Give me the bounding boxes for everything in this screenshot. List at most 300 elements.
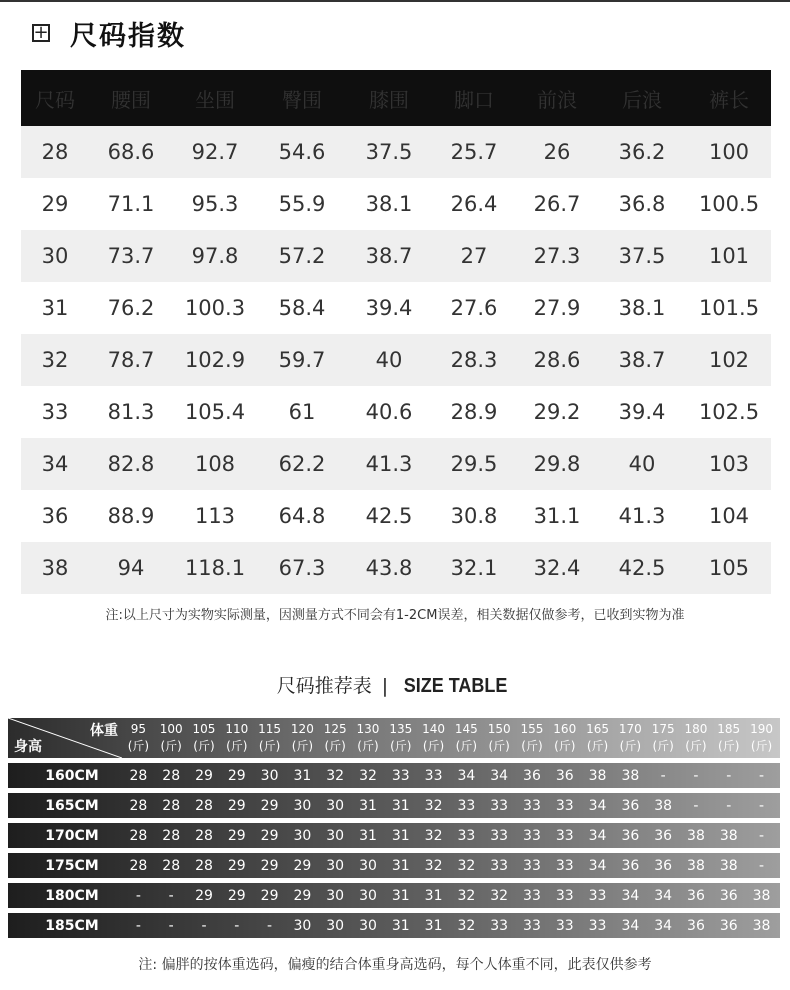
recommend-size-cell: 38 <box>588 767 607 784</box>
table-cell: 27.9 <box>533 296 581 320</box>
weight-unit: (斤) <box>422 739 445 753</box>
recommend-size-cell: 36 <box>654 827 673 844</box>
recommend-size-cell: 30 <box>359 857 377 874</box>
recommend-size-cell: 30 <box>326 827 345 844</box>
recommend-size-cell: 34 <box>588 797 607 814</box>
recommend-size-cell: 32 <box>359 767 377 784</box>
recommend-size-cell: 29 <box>227 827 246 844</box>
table-row <box>21 334 771 386</box>
table-cell: 40 <box>628 452 656 476</box>
table-cell: 32.1 <box>450 556 498 580</box>
recommend-size-cell: - <box>135 917 141 934</box>
recommend-size-cell: 33 <box>424 767 443 784</box>
recommend-row <box>8 793 780 818</box>
recommend-size-cell: - <box>135 887 141 904</box>
weight-column-header <box>220 718 253 758</box>
table-cell: 31 <box>41 296 69 320</box>
table-cell: 30 <box>41 244 69 268</box>
table-cell: 108 <box>194 452 236 476</box>
recommend-size-cell: 31 <box>391 887 410 904</box>
recommend-size-cell: 30 <box>359 887 377 904</box>
weight-value: 95 <box>130 722 147 736</box>
recommend-size-cell: - <box>759 827 765 844</box>
weight-unit: (斤) <box>521 739 543 753</box>
table-cell: 38.7 <box>365 244 413 268</box>
recommend-size-cell: 32 <box>424 797 443 814</box>
recommend-size-cell: 34 <box>490 767 509 784</box>
table-cell: 62.2 <box>278 452 326 476</box>
table-cell: 34 <box>41 452 69 476</box>
recommend-size-cell: 29 <box>260 797 279 814</box>
weight-column-header <box>188 718 221 758</box>
recommend-size-cell: 33 <box>588 887 607 904</box>
table-cell: 61 <box>288 400 316 424</box>
recommend-size-cell: 28 <box>162 827 181 844</box>
height-label: 185CM <box>45 917 99 934</box>
recommend-size-cell: 30 <box>326 887 345 904</box>
table-cell: 78.7 <box>107 348 155 372</box>
recommend-size-cell: 36 <box>719 887 738 904</box>
recommend-size-cell: 29 <box>260 857 279 874</box>
recommend-size-cell: 30 <box>326 797 345 814</box>
column-header: 后浪 <box>622 87 662 112</box>
weight-value: 155 <box>520 722 544 736</box>
table-cell: 39.4 <box>618 400 666 424</box>
table-cell: 25.7 <box>450 140 498 164</box>
recommend-size-cell: 29 <box>227 857 246 874</box>
corner-height-label: 身高 <box>14 739 42 755</box>
table-cell: 88.9 <box>107 504 155 528</box>
recommend-title-en: SIZE TABLE <box>403 675 508 697</box>
recommend-size-cell: - <box>726 767 732 784</box>
recommend-size-cell: 30 <box>359 917 377 934</box>
table-cell: 28 <box>41 140 69 164</box>
table-cell: 71.1 <box>107 192 155 216</box>
recommend-size-cell: 32 <box>424 857 443 874</box>
column-header: 裤长 <box>709 87 749 112</box>
recommend-size-cell: 34 <box>654 887 673 904</box>
recommend-row <box>8 853 780 878</box>
table-cell: 102.9 <box>184 348 246 372</box>
recommend-size-cell: 33 <box>555 857 574 874</box>
recommend-size-cell: 31 <box>391 917 410 934</box>
table-cell: 30.8 <box>450 504 498 528</box>
recommend-size-cell: 30 <box>293 827 312 844</box>
recommend-size-cell: 33 <box>588 917 607 934</box>
weight-column-header <box>450 718 483 758</box>
recommend-size-cell: 38 <box>752 887 771 904</box>
recommend-size-cell: 29 <box>195 767 213 784</box>
title-separator: | <box>381 675 389 697</box>
recommend-size-cell: 28 <box>129 797 148 814</box>
recommend-size-cell: 29 <box>227 887 246 904</box>
recommend-size-cell: - <box>693 797 699 814</box>
table-cell: 29.5 <box>450 452 498 476</box>
table-row <box>21 438 771 490</box>
table-cell: 38.1 <box>618 296 666 320</box>
section-title: 尺码指数 <box>70 20 186 52</box>
table-row <box>21 386 771 438</box>
recommend-size-cell: 29 <box>195 887 213 904</box>
table-cell: 94 <box>117 556 145 580</box>
table-cell: 32.4 <box>533 556 581 580</box>
table-cell: 104 <box>708 504 750 528</box>
recommend-size-cell: 28 <box>162 767 181 784</box>
recommend-size-cell: 33 <box>523 917 541 934</box>
table-row <box>21 542 771 594</box>
recommend-size-cell: 34 <box>588 827 607 844</box>
weight-unit: (斤) <box>193 739 215 753</box>
weight-columns <box>122 718 778 758</box>
table-cell: 102 <box>708 348 750 372</box>
height-label: 175CM <box>45 857 99 874</box>
size-recommend-table <box>8 718 780 938</box>
recommend-size-cell: 29 <box>260 887 279 904</box>
table-cell: 28.9 <box>450 400 498 424</box>
table-cell: 113 <box>194 504 236 528</box>
table-cell: 97.8 <box>191 244 239 268</box>
section-header <box>32 16 186 50</box>
weight-value: 145 <box>454 722 478 736</box>
recommend-size-cell: 36 <box>654 857 673 874</box>
recommend-size-cell: 28 <box>195 827 213 844</box>
column-header: 膝围 <box>369 87 409 112</box>
weight-column-header <box>417 718 450 758</box>
table-cell: 40.6 <box>365 400 413 424</box>
weight-unit: (斤) <box>390 739 412 753</box>
weight-unit: (斤) <box>750 739 773 753</box>
table-cell: 103 <box>708 452 750 476</box>
recommend-size-cell: 33 <box>523 887 541 904</box>
recommend-size-cell: - <box>759 797 765 814</box>
weight-value: 175 <box>651 722 675 736</box>
recommend-size-cell: 38 <box>621 767 640 784</box>
table-cell: 42.5 <box>365 504 413 528</box>
recommend-size-cell: - <box>168 917 174 934</box>
recommend-size-cell: 33 <box>523 857 541 874</box>
table-cell: 57.2 <box>278 244 326 268</box>
recommend-size-cell: 29 <box>293 887 312 904</box>
recommend-size-cell: 33 <box>457 797 476 814</box>
recommend-title <box>0 671 790 698</box>
recommend-size-cell: 32 <box>457 857 476 874</box>
recommend-size-cell: 28 <box>162 857 181 874</box>
weight-unit: (斤) <box>488 739 510 753</box>
recommend-size-cell: 31 <box>424 887 443 904</box>
weight-column-header <box>647 718 680 758</box>
table-cell: 82.8 <box>107 452 155 476</box>
weight-column-header <box>155 718 188 758</box>
recommend-size-cell: 28 <box>195 857 213 874</box>
weight-column-header <box>680 718 713 758</box>
recommend-row <box>8 763 780 788</box>
table-cell: 29.2 <box>533 400 581 424</box>
recommend-size-cell: 32 <box>457 887 476 904</box>
table-cell: 118.1 <box>184 556 246 580</box>
size-table-header <box>21 70 771 126</box>
weight-unit: (斤) <box>652 739 674 753</box>
weight-column-header <box>712 718 745 758</box>
recommend-size-cell: 29 <box>293 857 312 874</box>
table-cell: 54.6 <box>278 140 326 164</box>
corner-cell <box>8 718 122 758</box>
weight-column-header <box>483 718 516 758</box>
weight-value: 160 <box>553 722 577 736</box>
weight-value: 190 <box>750 722 773 736</box>
weight-value: 125 <box>323 722 347 736</box>
weight-column-header <box>286 718 319 758</box>
table-cell: 36 <box>41 504 69 528</box>
weight-unit: (斤) <box>324 739 346 753</box>
recommend-size-cell: 33 <box>555 917 574 934</box>
table-cell: 27.3 <box>533 244 581 268</box>
recommend-size-cell: 34 <box>457 767 476 784</box>
table-cell: 27 <box>460 244 488 268</box>
table-row <box>21 178 771 230</box>
table-cell: 81.3 <box>107 400 155 424</box>
recommend-size-cell: 31 <box>424 917 443 934</box>
recommend-title-cn: 尺码推荐表 <box>276 675 372 697</box>
recommend-size-cell: 33 <box>490 827 509 844</box>
recommend-size-cell: 28 <box>129 857 148 874</box>
recommend-size-cell: 34 <box>621 887 640 904</box>
table-cell: 102.5 <box>698 400 760 424</box>
table-cell: 38.1 <box>365 192 413 216</box>
column-header: 尺码 <box>35 87 75 112</box>
top-divider <box>0 0 790 2</box>
recommend-size-cell: 31 <box>359 797 377 814</box>
recommend-size-cell: 33 <box>490 917 509 934</box>
table-cell: 58.4 <box>278 296 326 320</box>
weight-value: 150 <box>487 722 511 736</box>
recommend-size-cell: 34 <box>654 917 673 934</box>
recommend-size-cell: 38 <box>719 827 738 844</box>
weight-value: 130 <box>356 722 380 736</box>
recommend-size-cell: - <box>234 917 240 934</box>
recommend-size-cell: 36 <box>621 857 640 874</box>
recommend-size-cell: 38 <box>752 917 771 934</box>
table-cell: 55.9 <box>278 192 326 216</box>
weight-column-header <box>548 718 581 758</box>
weight-unit: (斤) <box>685 739 707 753</box>
column-header: 腰围 <box>111 87 151 112</box>
recommend-size-cell: 30 <box>293 917 312 934</box>
recommend-size-cell: 28 <box>129 827 148 844</box>
recommend-size-cell: - <box>759 767 765 784</box>
recommend-size-cell: 38 <box>687 857 705 874</box>
recommend-size-cell: 29 <box>260 827 279 844</box>
size-chart-table <box>21 70 771 594</box>
column-header: 臀围 <box>282 87 322 112</box>
plus-box-icon: + <box>33 22 49 43</box>
table-cell: 101.5 <box>698 296 760 320</box>
recommend-size-cell: - <box>693 767 699 784</box>
weight-unit: (斤) <box>226 739 248 753</box>
recommend-size-cell: 36 <box>687 887 705 904</box>
recommend-size-cell: 32 <box>326 767 345 784</box>
recommend-size-cell: 38 <box>654 797 673 814</box>
table-cell: 100 <box>708 140 750 164</box>
height-label: 180CM <box>45 887 99 904</box>
weight-unit: (斤) <box>455 739 478 753</box>
recommend-size-cell: 33 <box>555 827 574 844</box>
recommend-size-cell: 33 <box>490 857 509 874</box>
recommend-size-cell: - <box>660 767 666 784</box>
weight-unit: (斤) <box>160 739 182 753</box>
weight-unit: (斤) <box>291 739 314 753</box>
weight-unit: (斤) <box>619 739 642 753</box>
corner-weight-label: 体重 <box>90 723 118 739</box>
weight-column-header <box>352 718 385 758</box>
weight-column-header <box>122 718 155 758</box>
recommend-size-cell: 33 <box>555 887 574 904</box>
recommend-size-cell: 36 <box>719 917 738 934</box>
table-cell: 38 <box>41 556 69 580</box>
table-cell: 92.7 <box>191 140 239 164</box>
table-cell: 38.7 <box>618 348 666 372</box>
weight-unit: (斤) <box>554 739 576 753</box>
height-label: 160CM <box>45 767 99 784</box>
table-row <box>21 126 771 178</box>
recommend-size-cell: 36 <box>621 797 640 814</box>
measurement-note: 注:以上尺寸为实物实际测量，因测量方式不同会有1-2CM误差，相关数据仅做参考，已收到实物为准 <box>105 608 685 623</box>
weight-unit: (斤) <box>586 739 609 753</box>
table-cell: 76.2 <box>107 296 155 320</box>
table-cell: 29.8 <box>533 452 581 476</box>
weight-column-header <box>745 718 778 758</box>
recommend-row <box>8 883 780 908</box>
recommend-size-cell: 33 <box>490 797 509 814</box>
weight-column-header <box>516 718 549 758</box>
table-cell: 73.7 <box>107 244 155 268</box>
table-row <box>21 490 771 542</box>
recommend-size-cell: - <box>267 917 273 934</box>
recommend-size-cell: - <box>759 857 765 874</box>
recommend-size-cell: 29 <box>227 767 246 784</box>
height-label: 170CM <box>45 827 99 844</box>
table-cell: 26.4 <box>450 192 498 216</box>
recommend-size-cell: 28 <box>195 797 213 814</box>
weight-column-header <box>319 718 352 758</box>
recommend-size-cell: 36 <box>621 827 640 844</box>
weight-value: 140 <box>422 722 446 736</box>
height-label: 165CM <box>45 797 99 814</box>
recommend-size-cell: 38 <box>687 827 705 844</box>
table-cell: 59.7 <box>278 348 326 372</box>
recommend-size-cell: 30 <box>326 857 345 874</box>
weight-unit: (斤) <box>718 739 740 753</box>
recommend-size-cell: 30 <box>293 797 312 814</box>
weight-value: 120 <box>290 722 314 736</box>
recommend-size-cell: 36 <box>523 767 541 784</box>
recommend-size-cell: 38 <box>719 857 738 874</box>
weight-value: 110 <box>225 722 249 736</box>
table-cell: 33 <box>41 400 69 424</box>
weight-value: 180 <box>684 722 708 736</box>
weight-column-header <box>614 718 647 758</box>
table-cell: 64.8 <box>278 504 326 528</box>
recommend-size-cell: 33 <box>457 827 476 844</box>
table-cell: 68.6 <box>107 140 155 164</box>
recommend-size-cell: - <box>726 797 732 814</box>
table-cell: 105 <box>708 556 750 580</box>
table-cell: 36.8 <box>618 192 666 216</box>
weight-value: 135 <box>389 722 413 736</box>
table-cell: 41.3 <box>618 504 666 528</box>
recommend-size-cell: 32 <box>424 827 443 844</box>
weight-value: 105 <box>192 722 216 736</box>
recommend-size-cell: 31 <box>391 857 410 874</box>
recommend-size-cell: 33 <box>523 797 541 814</box>
weight-value: 185 <box>717 722 741 736</box>
table-cell: 39.4 <box>365 296 413 320</box>
weight-column-header <box>581 718 614 758</box>
table-cell: 95.3 <box>191 192 239 216</box>
weight-unit: (斤) <box>127 739 150 753</box>
table-cell: 27.6 <box>450 296 498 320</box>
table-cell: 26.7 <box>533 192 581 216</box>
recommend-size-cell: 28 <box>162 797 181 814</box>
table-cell: 28.6 <box>533 348 581 372</box>
table-cell: 36.2 <box>618 140 666 164</box>
table-cell: 37.5 <box>618 244 666 268</box>
recommend-size-cell: 36 <box>555 767 574 784</box>
column-header: 坐围 <box>195 87 235 112</box>
recommend-size-cell: - <box>201 917 207 934</box>
table-cell: 37.5 <box>365 140 413 164</box>
table-cell: 28.3 <box>450 348 498 372</box>
table-cell: 67.3 <box>278 556 326 580</box>
recommend-size-cell: 33 <box>555 797 574 814</box>
table-cell: 43.8 <box>365 556 413 580</box>
table-cell: 105.4 <box>184 400 246 424</box>
recommend-size-cell: - <box>168 887 174 904</box>
weight-value: 170 <box>618 722 642 736</box>
weight-column-header <box>384 718 417 758</box>
table-cell: 31.1 <box>533 504 581 528</box>
weight-value: 165 <box>586 722 609 736</box>
recommend-row <box>8 913 780 938</box>
table-cell: 40 <box>375 348 403 372</box>
recommend-row <box>8 823 780 848</box>
recommend-size-cell: 34 <box>621 917 640 934</box>
recommend-size-cell: 33 <box>523 827 541 844</box>
column-header: 脚口 <box>454 87 494 112</box>
table-cell: 42.5 <box>618 556 666 580</box>
recommend-size-cell: 31 <box>359 827 377 844</box>
recommend-size-cell: 34 <box>588 857 607 874</box>
table-cell: 101 <box>708 244 750 268</box>
weight-unit: (斤) <box>357 739 379 753</box>
weight-unit: (斤) <box>258 739 281 753</box>
recommend-size-cell: 30 <box>326 917 345 934</box>
recommend-size-cell: 31 <box>391 827 410 844</box>
recommend-size-cell: 32 <box>490 887 509 904</box>
recommend-size-cell: 31 <box>391 797 410 814</box>
table-row <box>21 230 771 282</box>
column-header: 前浪 <box>537 87 577 112</box>
recommend-size-cell: 36 <box>687 917 705 934</box>
table-cell: 32 <box>41 348 69 372</box>
weight-value: 100 <box>159 722 183 736</box>
weight-value: 115 <box>258 722 282 736</box>
recommend-size-cell: 32 <box>457 917 476 934</box>
table-row <box>21 282 771 334</box>
recommend-size-cell: 29 <box>227 797 246 814</box>
table-cell: 29 <box>41 192 69 216</box>
table-cell: 100.5 <box>698 192 760 216</box>
weight-column-header <box>253 718 286 758</box>
